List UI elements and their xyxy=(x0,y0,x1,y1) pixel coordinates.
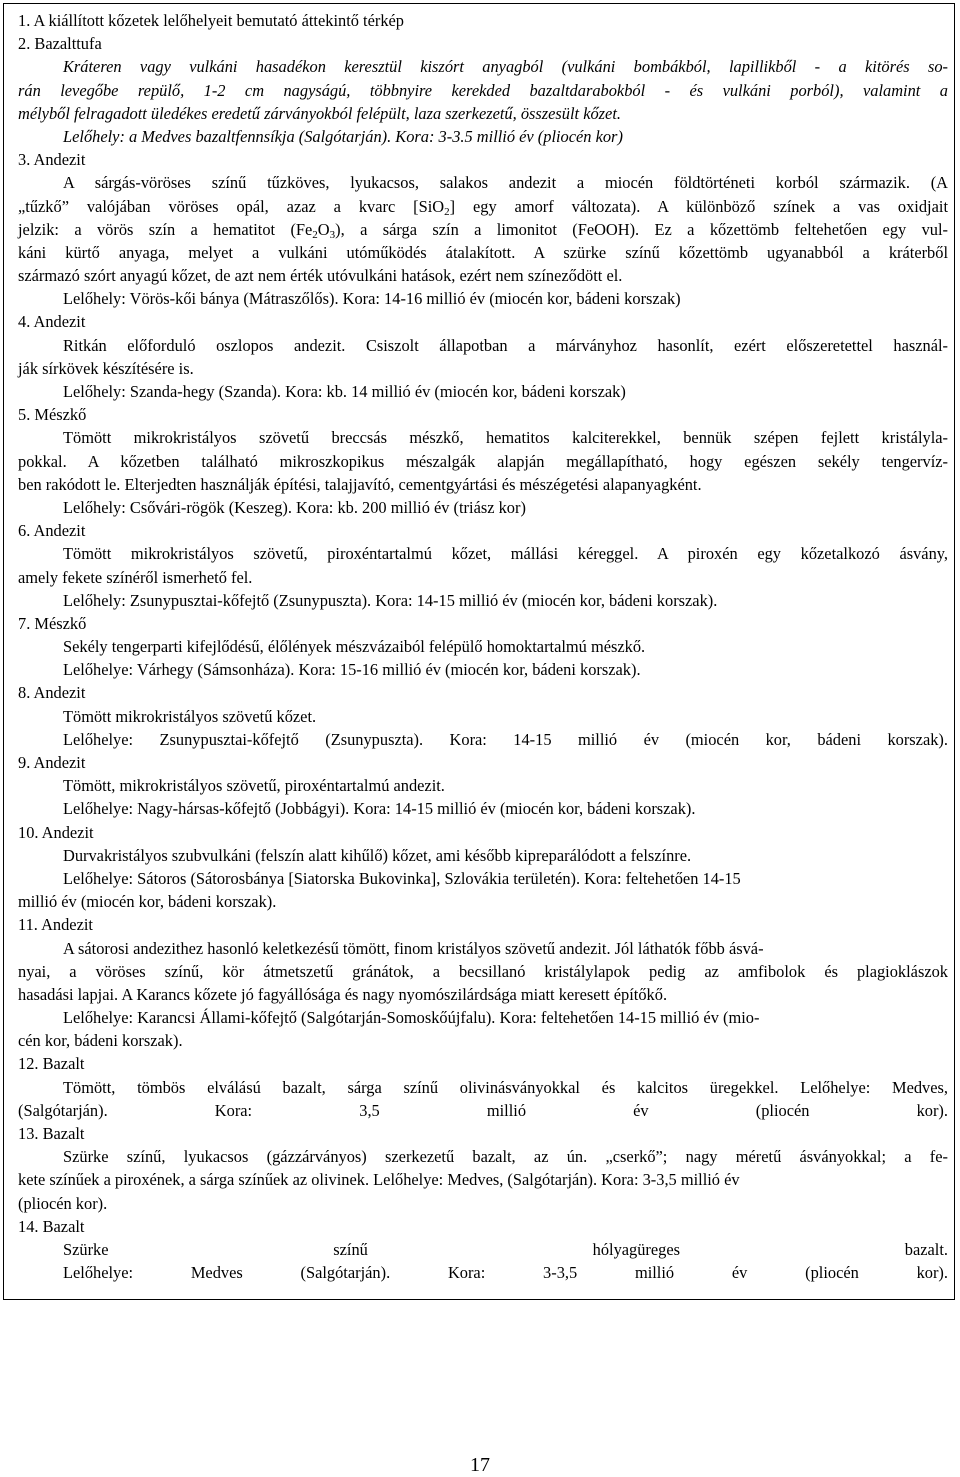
exhibit-text-line: (Salgótarján). Kora: 3,5 millió év (pliocén kor). xyxy=(18,1100,948,1120)
exhibit-text-line: rán levegőbe repülő, 1-2 cm nagyságú, többnyire kerekded bazaltdarabokból - és vulkáni porból), valamint a xyxy=(18,80,948,100)
exhibit-heading: 10. Andezit xyxy=(18,822,94,842)
exhibit-text-line: Szürke színű hólyagüreges bazalt. xyxy=(63,1239,948,1259)
exhibit-text-line: kete színűek a piroxének, a sárga színűek az olivinek. Lelőhelye: Medves, (Salgótarján). Kora: 3-3,5 millió év xyxy=(18,1170,740,1190)
exhibit-text-line: mélyből felragadott üledékes eredetű zárványokból felépült, laza szerkezetű, összesült kőzet. xyxy=(18,103,621,123)
exhibit-text-line: pokkal. A kőzetben található mikroszkopikus mészalgák alapján megállapítható, hogy egészen sekély tengervíz- xyxy=(18,451,948,471)
exhibit-item xyxy=(18,913,948,1052)
exhibit-text-line: Lelőhelye: Zsunypusztai-kőfejtő (Zsunypuszta). Kora: 14-15 millió év (miocén kor, bádeni korszak). xyxy=(63,729,948,749)
exhibit-item xyxy=(18,821,948,914)
exhibit-item xyxy=(18,403,948,519)
exhibit-text-line: Lelőhelye: Nagy-hársas-kőfejtő (Jobbágyi). Kora: 14-15 millió év (miocén kor, bádeni korszak). xyxy=(63,799,696,819)
exhibit-heading: 11. Andezit xyxy=(18,915,93,935)
exhibit-text-line: Lelőhely: Vörös-kői bánya (Mátraszőlős). Kora: 14-16 millió év (miocén kor, bádeni korszak) xyxy=(63,289,681,309)
exhibit-text-line: káni kürtő anyaga, melyet a vulkáni utóműködés átalakított. A szürke színű kőzettömb ugyanabból a kráterből xyxy=(18,242,948,262)
exhibit-text-line: ben rakódott le. Elterjedten használják építési, talajjavító, cementgyártási és mészégetési alapanyagként. xyxy=(18,474,702,494)
exhibit-text-line: cén kor, bádeni korszak). xyxy=(18,1031,183,1051)
exhibit-item xyxy=(18,612,948,682)
exhibit-text-line: Tömött, mikrokristályos szövetű, piroxéntartalmú andezit. xyxy=(63,776,445,796)
exhibit-text-line: származó szórt anyagú kőzet, de azt nem érték utóvulkáni hatások, ezért nem színeződött el. xyxy=(18,266,623,286)
exhibit-text-line: Lelőhelye: Várhegy (Sámsonháza). Kora: 15-16 millió év (miocén kor, bádeni korszak). xyxy=(63,660,641,680)
exhibit-text-line: Tömött mikrokristályos szövetű breccsás mészkő, hematitos kalciterekkel, bennük szépen fejlett kristályla- xyxy=(63,428,948,448)
exhibit-heading: 8. Andezit xyxy=(18,683,86,703)
exhibit-item xyxy=(18,1215,948,1285)
exhibit-text-line: A sárgás-vöröses színű tűzköves, lyukacsos, salakos andezit a miocén földtörténeti korból származik. (A xyxy=(63,173,948,193)
exhibit-item xyxy=(18,32,948,148)
exhibit-text-line: Szürke színű, lyukacsos (gázzárványos) szerkezetű bazalt, az ún. „cserkő”; nagy méretű ásványokkal; a fe- xyxy=(63,1147,948,1167)
exhibit-text-line: Lelőhelye: Karancsi Állami-kőfejtő (Salgótarján-Somoskőújfalu). Kora: feltehetően 14-15 millió év (mio- xyxy=(63,1008,760,1028)
exhibit-heading: 1. A kiállított kőzetek lelőhelyeit bemutató áttekintő térkép xyxy=(18,11,404,30)
exhibit-heading: 4. Andezit xyxy=(18,312,86,332)
exhibit-text-line: Lelőhelye: Medves (Salgótarján). Kora: 3-3,5 millió év (pliocén kor). xyxy=(63,1263,948,1283)
exhibit-text-line: Ritkán előforduló oszlopos andezit. Csiszolt állapotban a márványhoz hasonlít, ezért előszeretettel használ- xyxy=(63,335,948,355)
exhibit-text-line: A sátorosi andezithez hasonló keletkezésű tömött, finom kristályos szövetű andezit. Jól láthatók főbb ásvá- xyxy=(63,938,764,958)
exhibit-heading: 2. Bazalttufa xyxy=(18,34,102,54)
exhibit-text-line: hasadási lapjai. A Karancs kőzete jó fagyállósága és nagy nyomószilárdsága miatt keresett építőkő. xyxy=(18,984,668,1004)
exhibit-heading: 6. Andezit xyxy=(18,521,86,541)
exhibit-text-line: nyai, a vöröses színű, kör átmetszetű gránátok, a becsillanó kristálylapok pedig az amfibolok és plagioklászok xyxy=(18,961,948,981)
exhibit-heading: 12. Bazalt xyxy=(18,1054,85,1074)
content-frame xyxy=(3,3,955,1300)
exhibit-text-line: „tűzkő” valójában vöröses opál, azaz a kvarc [SiO$_2$] egy amorf változata). A különböző színek a vas oxidjait xyxy=(18,196,948,218)
exhibit-text-line: Sekély tengerparti kifejlődésű, élőlények mészvázaiból felépülő homoktartalmú mészkő. xyxy=(63,637,646,657)
exhibit-heading: 14. Bazalt xyxy=(18,1216,85,1236)
exhibit-heading: 3. Andezit xyxy=(18,150,86,170)
exhibit-item xyxy=(18,1122,948,1215)
exhibit-text-line: Tömött mikrokristályos szövetű kőzet. xyxy=(63,706,317,726)
exhibit-item xyxy=(18,751,948,821)
exhibit-text-line: Lelőhely: Szanda-hegy (Szanda). Kora: kb. 14 millió év (miocén kor, bádeni korszak) xyxy=(63,382,626,401)
exhibit-item xyxy=(18,1052,948,1122)
exhibit-item xyxy=(18,148,948,310)
exhibit-text-line: Tömött mikrokristályos szövetű, piroxéntartalmú kőzet, mállási kéreggel. A piroxén egy kőzetalkozó ásvány, xyxy=(63,544,948,564)
exhibit-text-line: Lelőhely: Csővári-rögök (Keszeg). Kora: kb. 200 millió év (triász kor) xyxy=(63,497,526,517)
exhibit-text-line: jelzik: a vörös szín a hematitot $(Fe_2O_3)$, a sárga szín a limonitot (FeOOH). Ez a kőzettömb feltehetően egy vul- xyxy=(18,219,948,241)
page-number: 17 xyxy=(470,1454,490,1476)
exhibit-heading: 13. Bazalt xyxy=(18,1124,85,1143)
exhibit-item xyxy=(18,9,948,32)
exhibit-text-line: amely fekete színéről ismerhető fel. xyxy=(18,567,253,587)
exhibit-text-line: Durvakristályos szubvulkáni (felszín alatt kihűlő) kőzet, ami később kipreparálódott a felszínre. xyxy=(63,845,692,865)
exhibit-text-line: millió év (miocén kor, bádeni korszak). xyxy=(18,892,277,912)
exhibit-heading: 5. Mészkő xyxy=(18,405,87,425)
exhibit-item xyxy=(18,681,948,751)
exhibit-text-line: Tömött, tömbös elválású bazalt, sárga színű olivinásványokkal és kalcitos üregekkel. Lelőhelye: Medves, xyxy=(63,1077,948,1097)
exhibit-list xyxy=(18,9,948,1284)
exhibit-item xyxy=(18,310,948,403)
exhibit-text-line: Kráteren vagy vulkáni hasadékon keresztül kiszórt anyagból (vulkáni bombákból, lapillikből - a kitörés so- xyxy=(63,57,948,77)
exhibit-text-line: ják sírkövek készítésére is. xyxy=(18,358,194,378)
exhibit-heading: 9. Andezit xyxy=(18,753,86,772)
exhibit-item xyxy=(18,519,948,612)
exhibit-text-line: (pliocén kor). xyxy=(18,1193,108,1213)
exhibit-text-line: Lelőhelye: Sátoros (Sátorosbánya [Siatorska Bukovinka], Szlovákia területén). Kora: feltehetően 14-15 xyxy=(63,868,741,888)
exhibit-text-line: Lelőhely: a Medves bazaltfennsíkja (Salgótarján). Kora: 3-3.5 millió év (pliocén kor) xyxy=(63,126,623,146)
exhibit-text-line: Lelőhely: Zsunypusztai-kőfejtő (Zsunypuszta). Kora: 14-15 millió év (miocén kor, bádeni korszak). xyxy=(63,590,718,610)
exhibit-heading: 7. Mészkő xyxy=(18,613,87,633)
